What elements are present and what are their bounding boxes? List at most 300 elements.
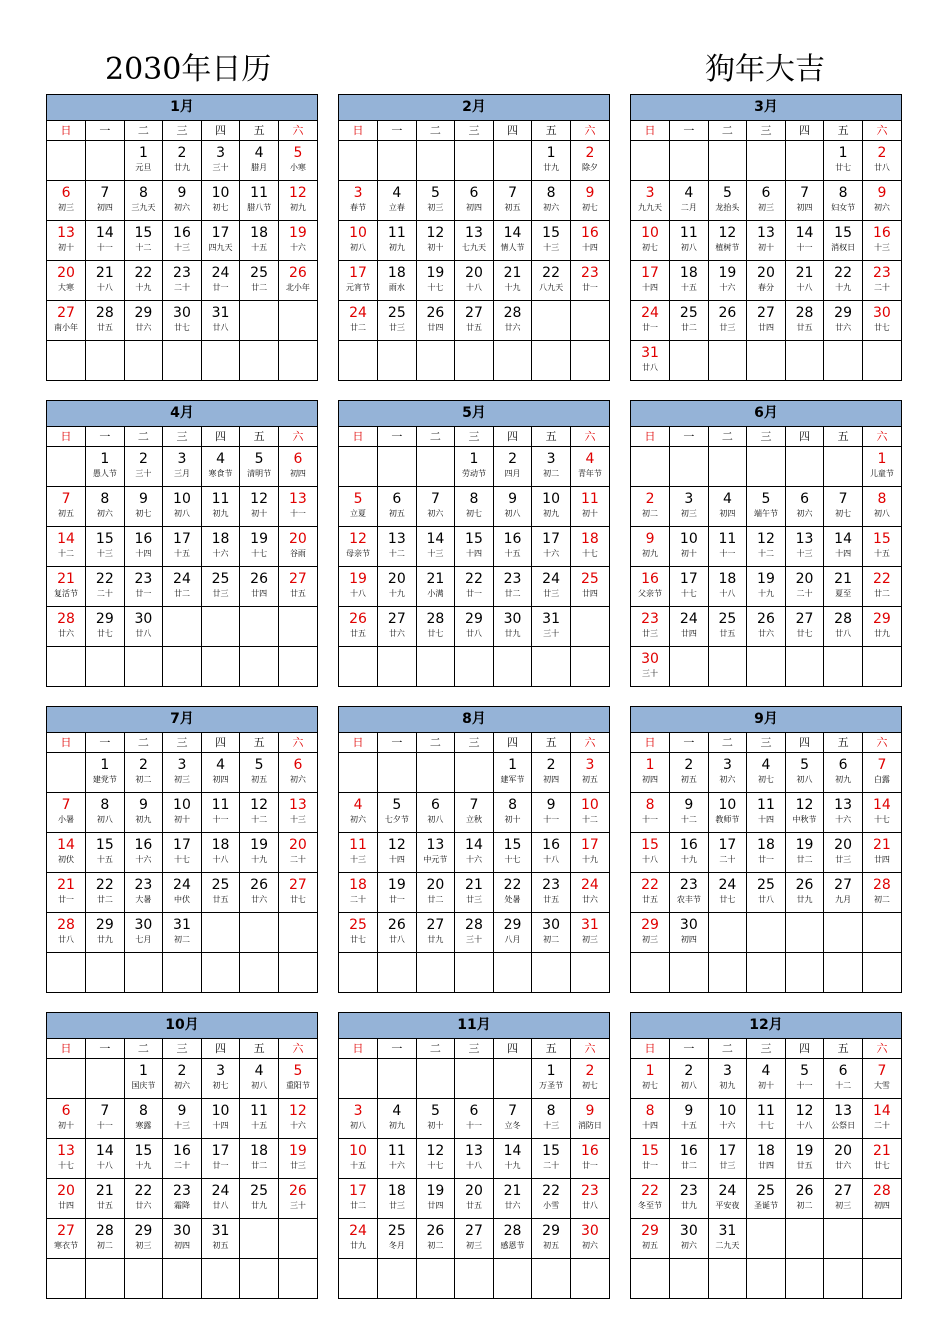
day-cell[interactable] bbox=[47, 181, 86, 221]
day-cell[interactable] bbox=[339, 181, 378, 221]
day-cell[interactable] bbox=[824, 141, 863, 181]
day-cell[interactable] bbox=[278, 1139, 317, 1179]
day-cell[interactable] bbox=[862, 527, 901, 567]
day-cell[interactable] bbox=[455, 913, 494, 953]
day-cell[interactable] bbox=[570, 833, 609, 873]
day-cell[interactable] bbox=[455, 1099, 494, 1139]
day-cell[interactable] bbox=[378, 567, 417, 607]
day-cell[interactable] bbox=[708, 487, 747, 527]
day-cell[interactable] bbox=[378, 1139, 417, 1179]
day-cell[interactable] bbox=[493, 527, 532, 567]
day-cell[interactable] bbox=[416, 607, 455, 647]
day-cell[interactable] bbox=[747, 527, 786, 567]
day-cell[interactable] bbox=[86, 873, 125, 913]
day-cell[interactable] bbox=[47, 261, 86, 301]
day-cell[interactable] bbox=[378, 1219, 417, 1259]
day-cell[interactable] bbox=[785, 873, 824, 913]
day-cell[interactable] bbox=[532, 1099, 571, 1139]
day-cell[interactable] bbox=[339, 487, 378, 527]
day-cell[interactable] bbox=[747, 793, 786, 833]
day-cell[interactable] bbox=[163, 913, 202, 953]
day-cell[interactable] bbox=[862, 221, 901, 261]
day-cell[interactable] bbox=[532, 913, 571, 953]
day-cell[interactable] bbox=[278, 447, 317, 487]
day-cell[interactable] bbox=[532, 833, 571, 873]
day-cell[interactable] bbox=[862, 873, 901, 913]
day-cell[interactable] bbox=[862, 607, 901, 647]
day-cell[interactable] bbox=[824, 607, 863, 647]
day-cell[interactable] bbox=[708, 1219, 747, 1259]
day-cell[interactable] bbox=[862, 833, 901, 873]
day-cell[interactable] bbox=[416, 833, 455, 873]
day-cell[interactable] bbox=[670, 1139, 709, 1179]
day-cell[interactable] bbox=[493, 1219, 532, 1259]
day-cell[interactable] bbox=[455, 261, 494, 301]
day-cell[interactable] bbox=[278, 141, 317, 181]
day-cell[interactable] bbox=[378, 181, 417, 221]
day-cell[interactable] bbox=[124, 913, 163, 953]
day-cell[interactable] bbox=[124, 221, 163, 261]
day-cell[interactable] bbox=[124, 873, 163, 913]
day-cell[interactable] bbox=[378, 873, 417, 913]
day-cell[interactable] bbox=[570, 1059, 609, 1099]
day-cell[interactable] bbox=[670, 301, 709, 341]
day-cell[interactable] bbox=[493, 447, 532, 487]
day-cell[interactable] bbox=[124, 833, 163, 873]
day-cell[interactable] bbox=[339, 607, 378, 647]
day-cell[interactable] bbox=[824, 873, 863, 913]
day-cell[interactable] bbox=[124, 261, 163, 301]
day-cell[interactable] bbox=[240, 567, 279, 607]
day-cell[interactable] bbox=[532, 527, 571, 567]
day-cell[interactable] bbox=[240, 833, 279, 873]
day-cell[interactable] bbox=[124, 1059, 163, 1099]
day-cell[interactable] bbox=[416, 1139, 455, 1179]
day-cell[interactable] bbox=[339, 567, 378, 607]
day-cell[interactable] bbox=[862, 1179, 901, 1219]
day-cell[interactable] bbox=[631, 1099, 670, 1139]
day-cell[interactable] bbox=[47, 487, 86, 527]
day-cell[interactable] bbox=[47, 1219, 86, 1259]
day-cell[interactable] bbox=[455, 487, 494, 527]
day-cell[interactable] bbox=[708, 873, 747, 913]
day-cell[interactable] bbox=[570, 567, 609, 607]
day-cell[interactable] bbox=[785, 1059, 824, 1099]
day-cell[interactable] bbox=[670, 1059, 709, 1099]
day-cell[interactable] bbox=[747, 753, 786, 793]
day-cell[interactable] bbox=[163, 181, 202, 221]
day-cell[interactable] bbox=[47, 301, 86, 341]
day-cell[interactable] bbox=[339, 1219, 378, 1259]
day-cell[interactable] bbox=[532, 447, 571, 487]
day-cell[interactable] bbox=[47, 221, 86, 261]
day-cell[interactable] bbox=[240, 1099, 279, 1139]
day-cell[interactable] bbox=[86, 1139, 125, 1179]
day-cell[interactable] bbox=[378, 793, 417, 833]
day-cell[interactable] bbox=[339, 793, 378, 833]
day-cell[interactable] bbox=[824, 567, 863, 607]
day-cell[interactable] bbox=[378, 301, 417, 341]
day-cell[interactable] bbox=[785, 1179, 824, 1219]
day-cell[interactable] bbox=[86, 1219, 125, 1259]
day-cell[interactable] bbox=[455, 833, 494, 873]
day-cell[interactable] bbox=[201, 141, 240, 181]
day-cell[interactable] bbox=[631, 753, 670, 793]
day-cell[interactable] bbox=[86, 567, 125, 607]
day-cell[interactable] bbox=[532, 1219, 571, 1259]
day-cell[interactable] bbox=[86, 1179, 125, 1219]
day-cell[interactable] bbox=[670, 261, 709, 301]
day-cell[interactable] bbox=[378, 1179, 417, 1219]
day-cell[interactable] bbox=[493, 487, 532, 527]
day-cell[interactable] bbox=[747, 1179, 786, 1219]
day-cell[interactable] bbox=[670, 487, 709, 527]
day-cell[interactable] bbox=[201, 873, 240, 913]
day-cell[interactable] bbox=[631, 261, 670, 301]
day-cell[interactable] bbox=[631, 607, 670, 647]
day-cell[interactable] bbox=[747, 221, 786, 261]
day-cell[interactable] bbox=[708, 567, 747, 607]
day-cell[interactable] bbox=[785, 221, 824, 261]
day-cell[interactable] bbox=[416, 301, 455, 341]
day-cell[interactable] bbox=[47, 793, 86, 833]
day-cell[interactable] bbox=[240, 141, 279, 181]
day-cell[interactable] bbox=[240, 1059, 279, 1099]
day-cell[interactable] bbox=[670, 1099, 709, 1139]
day-cell[interactable] bbox=[339, 1139, 378, 1179]
day-cell[interactable] bbox=[570, 1219, 609, 1259]
day-cell[interactable] bbox=[631, 873, 670, 913]
day-cell[interactable] bbox=[124, 181, 163, 221]
day-cell[interactable] bbox=[532, 873, 571, 913]
day-cell[interactable] bbox=[201, 1139, 240, 1179]
day-cell[interactable] bbox=[339, 913, 378, 953]
day-cell[interactable] bbox=[570, 141, 609, 181]
day-cell[interactable] bbox=[86, 753, 125, 793]
day-cell[interactable] bbox=[278, 527, 317, 567]
day-cell[interactable] bbox=[532, 221, 571, 261]
day-cell[interactable] bbox=[86, 607, 125, 647]
day-cell[interactable] bbox=[455, 301, 494, 341]
day-cell[interactable] bbox=[86, 793, 125, 833]
day-cell[interactable] bbox=[240, 447, 279, 487]
day-cell[interactable] bbox=[240, 527, 279, 567]
day-cell[interactable] bbox=[824, 1059, 863, 1099]
day-cell[interactable] bbox=[163, 1219, 202, 1259]
day-cell[interactable] bbox=[416, 487, 455, 527]
day-cell[interactable] bbox=[862, 301, 901, 341]
day-cell[interactable] bbox=[86, 833, 125, 873]
day-cell[interactable] bbox=[493, 221, 532, 261]
day-cell[interactable] bbox=[278, 181, 317, 221]
day-cell[interactable] bbox=[416, 221, 455, 261]
day-cell[interactable] bbox=[201, 487, 240, 527]
day-cell[interactable] bbox=[824, 527, 863, 567]
day-cell[interactable] bbox=[278, 567, 317, 607]
day-cell[interactable] bbox=[532, 261, 571, 301]
day-cell[interactable] bbox=[785, 301, 824, 341]
day-cell[interactable] bbox=[455, 1219, 494, 1259]
day-cell[interactable] bbox=[201, 301, 240, 341]
day-cell[interactable] bbox=[824, 301, 863, 341]
day-cell[interactable] bbox=[708, 1099, 747, 1139]
day-cell[interactable] bbox=[378, 221, 417, 261]
day-cell[interactable] bbox=[201, 447, 240, 487]
day-cell[interactable] bbox=[124, 447, 163, 487]
day-cell[interactable] bbox=[493, 181, 532, 221]
day-cell[interactable] bbox=[240, 1179, 279, 1219]
day-cell[interactable] bbox=[201, 567, 240, 607]
day-cell[interactable] bbox=[163, 1099, 202, 1139]
day-cell[interactable] bbox=[124, 753, 163, 793]
day-cell[interactable] bbox=[278, 1059, 317, 1099]
day-cell[interactable] bbox=[862, 447, 901, 487]
day-cell[interactable] bbox=[785, 793, 824, 833]
day-cell[interactable] bbox=[708, 1059, 747, 1099]
day-cell[interactable] bbox=[86, 301, 125, 341]
day-cell[interactable] bbox=[824, 221, 863, 261]
day-cell[interactable] bbox=[570, 261, 609, 301]
day-cell[interactable] bbox=[570, 1139, 609, 1179]
day-cell[interactable] bbox=[824, 793, 863, 833]
day-cell[interactable] bbox=[124, 1099, 163, 1139]
day-cell[interactable] bbox=[670, 913, 709, 953]
day-cell[interactable] bbox=[416, 873, 455, 913]
day-cell[interactable] bbox=[201, 261, 240, 301]
day-cell[interactable] bbox=[708, 261, 747, 301]
day-cell[interactable] bbox=[339, 873, 378, 913]
day-cell[interactable] bbox=[570, 1179, 609, 1219]
day-cell[interactable] bbox=[493, 301, 532, 341]
day-cell[interactable] bbox=[339, 261, 378, 301]
day-cell[interactable] bbox=[163, 487, 202, 527]
day-cell[interactable] bbox=[631, 301, 670, 341]
day-cell[interactable] bbox=[493, 1099, 532, 1139]
day-cell[interactable] bbox=[631, 1059, 670, 1099]
day-cell[interactable] bbox=[631, 647, 670, 687]
day-cell[interactable] bbox=[785, 487, 824, 527]
day-cell[interactable] bbox=[47, 873, 86, 913]
day-cell[interactable] bbox=[824, 181, 863, 221]
day-cell[interactable] bbox=[47, 527, 86, 567]
day-cell[interactable] bbox=[570, 1099, 609, 1139]
day-cell[interactable] bbox=[201, 1059, 240, 1099]
day-cell[interactable] bbox=[240, 873, 279, 913]
day-cell[interactable] bbox=[124, 487, 163, 527]
day-cell[interactable] bbox=[86, 487, 125, 527]
day-cell[interactable] bbox=[416, 793, 455, 833]
day-cell[interactable] bbox=[455, 567, 494, 607]
day-cell[interactable] bbox=[124, 141, 163, 181]
day-cell[interactable] bbox=[862, 1059, 901, 1099]
day-cell[interactable] bbox=[416, 567, 455, 607]
day-cell[interactable] bbox=[631, 1219, 670, 1259]
day-cell[interactable] bbox=[163, 261, 202, 301]
day-cell[interactable] bbox=[86, 181, 125, 221]
day-cell[interactable] bbox=[570, 793, 609, 833]
day-cell[interactable] bbox=[163, 1059, 202, 1099]
day-cell[interactable] bbox=[631, 181, 670, 221]
day-cell[interactable] bbox=[708, 607, 747, 647]
day-cell[interactable] bbox=[201, 833, 240, 873]
day-cell[interactable] bbox=[455, 1179, 494, 1219]
day-cell[interactable] bbox=[708, 301, 747, 341]
day-cell[interactable] bbox=[455, 221, 494, 261]
day-cell[interactable] bbox=[747, 301, 786, 341]
day-cell[interactable] bbox=[124, 793, 163, 833]
day-cell[interactable] bbox=[47, 607, 86, 647]
day-cell[interactable] bbox=[493, 793, 532, 833]
day-cell[interactable] bbox=[278, 487, 317, 527]
day-cell[interactable] bbox=[785, 753, 824, 793]
day-cell[interactable] bbox=[163, 301, 202, 341]
day-cell[interactable] bbox=[862, 261, 901, 301]
day-cell[interactable] bbox=[86, 447, 125, 487]
day-cell[interactable] bbox=[163, 833, 202, 873]
day-cell[interactable] bbox=[747, 1059, 786, 1099]
day-cell[interactable] bbox=[670, 221, 709, 261]
day-cell[interactable] bbox=[416, 181, 455, 221]
day-cell[interactable] bbox=[278, 221, 317, 261]
day-cell[interactable] bbox=[47, 1139, 86, 1179]
day-cell[interactable] bbox=[493, 1139, 532, 1179]
day-cell[interactable] bbox=[493, 261, 532, 301]
day-cell[interactable] bbox=[631, 341, 670, 381]
day-cell[interactable] bbox=[631, 527, 670, 567]
day-cell[interactable] bbox=[532, 487, 571, 527]
day-cell[interactable] bbox=[708, 1139, 747, 1179]
day-cell[interactable] bbox=[747, 1099, 786, 1139]
day-cell[interactable] bbox=[378, 261, 417, 301]
day-cell[interactable] bbox=[532, 607, 571, 647]
day-cell[interactable] bbox=[163, 793, 202, 833]
day-cell[interactable] bbox=[493, 567, 532, 607]
day-cell[interactable] bbox=[570, 447, 609, 487]
day-cell[interactable] bbox=[201, 181, 240, 221]
day-cell[interactable] bbox=[378, 607, 417, 647]
day-cell[interactable] bbox=[455, 181, 494, 221]
day-cell[interactable] bbox=[455, 447, 494, 487]
day-cell[interactable] bbox=[124, 1219, 163, 1259]
day-cell[interactable] bbox=[201, 1099, 240, 1139]
day-cell[interactable] bbox=[339, 1099, 378, 1139]
day-cell[interactable] bbox=[785, 261, 824, 301]
day-cell[interactable] bbox=[570, 873, 609, 913]
day-cell[interactable] bbox=[670, 793, 709, 833]
day-cell[interactable] bbox=[278, 1179, 317, 1219]
day-cell[interactable] bbox=[493, 873, 532, 913]
day-cell[interactable] bbox=[532, 753, 571, 793]
day-cell[interactable] bbox=[163, 141, 202, 181]
day-cell[interactable] bbox=[493, 753, 532, 793]
day-cell[interactable] bbox=[747, 607, 786, 647]
day-cell[interactable] bbox=[455, 1139, 494, 1179]
day-cell[interactable] bbox=[378, 833, 417, 873]
day-cell[interactable] bbox=[278, 261, 317, 301]
day-cell[interactable] bbox=[86, 1099, 125, 1139]
day-cell[interactable] bbox=[708, 181, 747, 221]
day-cell[interactable] bbox=[124, 301, 163, 341]
day-cell[interactable] bbox=[416, 527, 455, 567]
day-cell[interactable] bbox=[124, 607, 163, 647]
day-cell[interactable] bbox=[278, 1099, 317, 1139]
day-cell[interactable] bbox=[670, 1219, 709, 1259]
day-cell[interactable] bbox=[378, 527, 417, 567]
day-cell[interactable] bbox=[747, 873, 786, 913]
day-cell[interactable] bbox=[570, 753, 609, 793]
day-cell[interactable] bbox=[670, 753, 709, 793]
day-cell[interactable] bbox=[631, 487, 670, 527]
day-cell[interactable] bbox=[824, 833, 863, 873]
day-cell[interactable] bbox=[670, 1179, 709, 1219]
day-cell[interactable] bbox=[47, 913, 86, 953]
day-cell[interactable] bbox=[862, 1099, 901, 1139]
day-cell[interactable] bbox=[785, 567, 824, 607]
day-cell[interactable] bbox=[532, 181, 571, 221]
day-cell[interactable] bbox=[532, 567, 571, 607]
day-cell[interactable] bbox=[824, 753, 863, 793]
day-cell[interactable] bbox=[862, 141, 901, 181]
day-cell[interactable] bbox=[339, 1179, 378, 1219]
day-cell[interactable] bbox=[240, 1139, 279, 1179]
day-cell[interactable] bbox=[124, 1179, 163, 1219]
day-cell[interactable] bbox=[163, 753, 202, 793]
day-cell[interactable] bbox=[631, 1179, 670, 1219]
day-cell[interactable] bbox=[862, 487, 901, 527]
day-cell[interactable] bbox=[670, 833, 709, 873]
day-cell[interactable] bbox=[378, 1099, 417, 1139]
day-cell[interactable] bbox=[493, 607, 532, 647]
day-cell[interactable] bbox=[747, 487, 786, 527]
day-cell[interactable] bbox=[532, 141, 571, 181]
day-cell[interactable] bbox=[201, 1179, 240, 1219]
day-cell[interactable] bbox=[201, 753, 240, 793]
day-cell[interactable] bbox=[86, 261, 125, 301]
day-cell[interactable] bbox=[570, 181, 609, 221]
day-cell[interactable] bbox=[670, 181, 709, 221]
day-cell[interactable] bbox=[824, 487, 863, 527]
day-cell[interactable] bbox=[124, 1139, 163, 1179]
day-cell[interactable] bbox=[47, 1179, 86, 1219]
day-cell[interactable] bbox=[570, 221, 609, 261]
day-cell[interactable] bbox=[240, 261, 279, 301]
day-cell[interactable] bbox=[785, 833, 824, 873]
day-cell[interactable] bbox=[862, 1139, 901, 1179]
day-cell[interactable] bbox=[124, 527, 163, 567]
day-cell[interactable] bbox=[824, 1179, 863, 1219]
day-cell[interactable] bbox=[747, 261, 786, 301]
day-cell[interactable] bbox=[862, 753, 901, 793]
day-cell[interactable] bbox=[670, 567, 709, 607]
day-cell[interactable] bbox=[86, 913, 125, 953]
day-cell[interactable] bbox=[862, 567, 901, 607]
day-cell[interactable] bbox=[278, 793, 317, 833]
day-cell[interactable] bbox=[862, 181, 901, 221]
day-cell[interactable] bbox=[278, 873, 317, 913]
day-cell[interactable] bbox=[493, 913, 532, 953]
day-cell[interactable] bbox=[631, 793, 670, 833]
day-cell[interactable] bbox=[201, 221, 240, 261]
day-cell[interactable] bbox=[201, 793, 240, 833]
day-cell[interactable] bbox=[240, 487, 279, 527]
day-cell[interactable] bbox=[708, 221, 747, 261]
day-cell[interactable] bbox=[455, 873, 494, 913]
day-cell[interactable] bbox=[47, 833, 86, 873]
day-cell[interactable] bbox=[339, 221, 378, 261]
day-cell[interactable] bbox=[824, 261, 863, 301]
day-cell[interactable] bbox=[670, 873, 709, 913]
day-cell[interactable] bbox=[708, 833, 747, 873]
